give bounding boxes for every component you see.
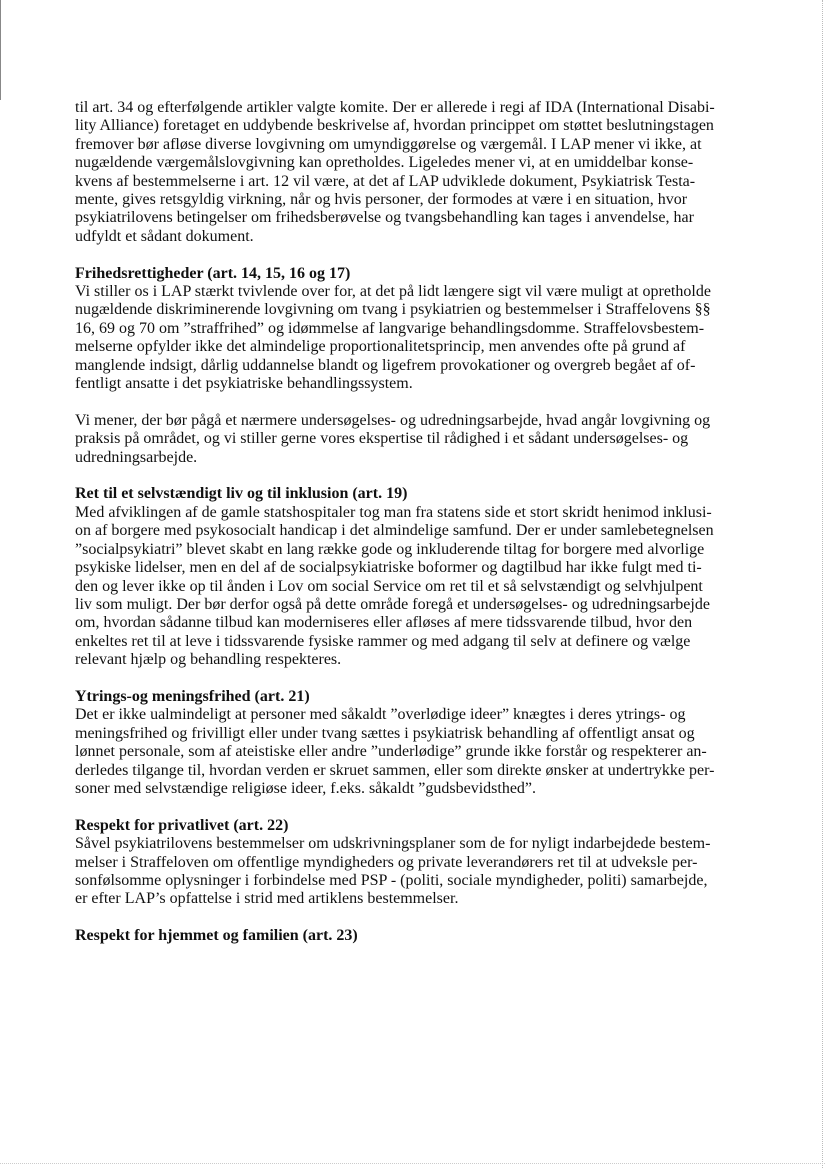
- text-line: meningsfrihed og frivilligt eller under tvang sættes i psykiatrisk behandling af offentligt ansat og: [75, 724, 695, 742]
- scan-edge-bottom: [0, 1163, 825, 1164]
- paragraph: [75, 283, 765, 393]
- section-heading: Ytrings-og meningsfrihed (art. 21): [75, 687, 310, 705]
- text-line: fremover bør afløse diverse lovgivning om umyndiggørelse og værgemål. I LAP mener vi ikke, at: [75, 135, 702, 153]
- section-heading: Ret til et selvstændigt liv og til inklusion (art. 19): [75, 485, 408, 503]
- text-line: om, hvordan sådanne tilbud kan moderniseres eller afløses af mere tidssvarende tilbud, hvor den: [75, 614, 693, 632]
- text-line: on af borgere med psykosocialt handicap i det almindelige samfund. Der er under samlebetegnelsen: [75, 522, 714, 540]
- text-line: den og lever ikke op til ånden i Lov om social Service om ret til et så selvstændigt og selvhjulpent: [75, 577, 703, 595]
- paragraph: [75, 412, 765, 467]
- section: [75, 688, 765, 798]
- text-line: melserne opfylder ikke det almindelige proportionalitetsprincip, men anvendes ofte på grund af: [75, 338, 686, 356]
- text-line: psykiske lidelser, men en del af de socialpsykiatriske boformer og dagtilbud har ikke fulgt med ti-: [75, 559, 702, 577]
- text-line: Vi mener, der bør pågå et nærmere undersøgelses- og udredningsarbejde, hvad angår lovgivning og: [75, 411, 711, 429]
- paragraph: [75, 835, 765, 909]
- text-line: nugældende værgemålslovgivning kan opretholdes. Ligeledes mener vi, at en umiddelbar konse-: [75, 154, 694, 172]
- text-line: lønnet personale, som af ateistiske eller andre ”underlødige” grunde ikke forstår og respekterer an-: [75, 743, 707, 761]
- scan-edge-right: [822, 0, 823, 1168]
- text-line: Såvel psykiatrilovens bestemmelser om udskrivningsplaner som de for nyligt indarbejdede bestem-: [75, 835, 711, 853]
- text-line: praksis på området, og vi stiller gerne vores ekspertise til rådighed i et sådant undersøgelses- og: [75, 430, 689, 448]
- text-line: derledes tilgange til, hvordan verden er skruet sammen, eller som direkte ønsker at undertrykke per-: [75, 761, 715, 779]
- text-line: mente, gives retsgyldig virkning, når og hvis personer, der formodes at være i en situation, hvor: [75, 191, 688, 209]
- text-line: fentligt ansatte i det psykiatriske behandlingssystem.: [75, 375, 413, 393]
- section-heading: Respekt for hjemmet og familien (art. 23): [75, 927, 358, 945]
- text-line: til art. 34 og efterfølgende artikler valgte komite. Der er allerede i regi af IDA (International Disabi-: [75, 99, 715, 116]
- section: [75, 817, 765, 909]
- text-line: soner med selvstændige religiøse ideer, f.eks. såkaldt ”gudsbevidsthed”.: [75, 779, 537, 797]
- text-line: sonfølsomme oplysninger i forbindelse med PSP - (politi, sociale myndigheder, politi) samarbejde,: [75, 871, 708, 889]
- text-line: ”socialpsykiatri” blevet skabt en lang række gode og inkluderende tiltag for borgere med alvorlige: [75, 540, 705, 558]
- text-line: 16, 69 og 70 om ”straffrihed” og idømmelse af langvarige behandlingsdomme. Straffelovsbestem-: [75, 319, 705, 337]
- section: [75, 265, 765, 467]
- text-line: er efter LAP’s opfattelse i strid med artiklens bestemmelser.: [75, 890, 459, 908]
- text-line: udfyldt et sådant dokument.: [75, 227, 254, 245]
- text-line: psykiatrilovens betingelser om frihedsberøvelse og tvangsbehandling kan tages i anvendelse, har: [75, 209, 694, 227]
- intro-paragraph: [75, 99, 765, 246]
- text-line: Vi stiller os i LAP stærkt tvivlende over for, at det på lidt længere sigt vil være muligt at opretholde: [75, 283, 711, 301]
- paragraph: [75, 706, 765, 798]
- text-line: Det er ikke ualmindeligt at personer med såkaldt ”overlødige ideer” knægtes i deres ytrings- og: [75, 706, 686, 724]
- text-line: nugældende diskriminerende lovgivning om tvang i psykiatrien og bestemmelser i Straffelovens §§: [75, 301, 711, 319]
- text-line: udredningsarbejde.: [75, 448, 198, 466]
- scan-edge-left: [0, 0, 1, 100]
- text-line: liv som muligt. Der bør derfor også på dette område foregå et undersøgelses- og udredningsarbejde: [75, 595, 710, 613]
- text-line: melser i Straffeloven om offentlige myndigheders og private leverandørers ret til at udveksle per-: [75, 853, 698, 871]
- section-heading: Frihedsrettigheder (art. 14, 15, 16 og 17): [75, 264, 351, 282]
- text-line: Med afviklingen af de gamle statshospitaler tog man fra statens side et stort skridt henimod inklusi-: [75, 503, 712, 521]
- text-line: kvens af bestemmelserne i art. 12 vil være, at det af LAP udviklede dokument, Psykiatrisk Testa-: [75, 172, 696, 190]
- section: [75, 485, 765, 669]
- section: [75, 927, 765, 945]
- paragraph: [75, 504, 765, 670]
- section-heading: Respekt for privatlivet (art. 22): [75, 816, 289, 834]
- text-line: lity Alliance) foretaget en uddybende beskrivelse af, hvordan princippet om støttet beslutningstagen: [75, 117, 714, 135]
- text-line: enkeltes ret til at leve i tidssvarende fysiske rammer og med adgang til selv at definere og vælge: [75, 632, 691, 650]
- text-line: relevant hjælp og behandling respekteres.: [75, 651, 342, 669]
- sections: [75, 265, 765, 946]
- document-page: [75, 99, 765, 946]
- text-line: manglende indsigt, dårlig uddannelse blandt og ligefrem provokationer og overgreb begået af of-: [75, 356, 696, 374]
